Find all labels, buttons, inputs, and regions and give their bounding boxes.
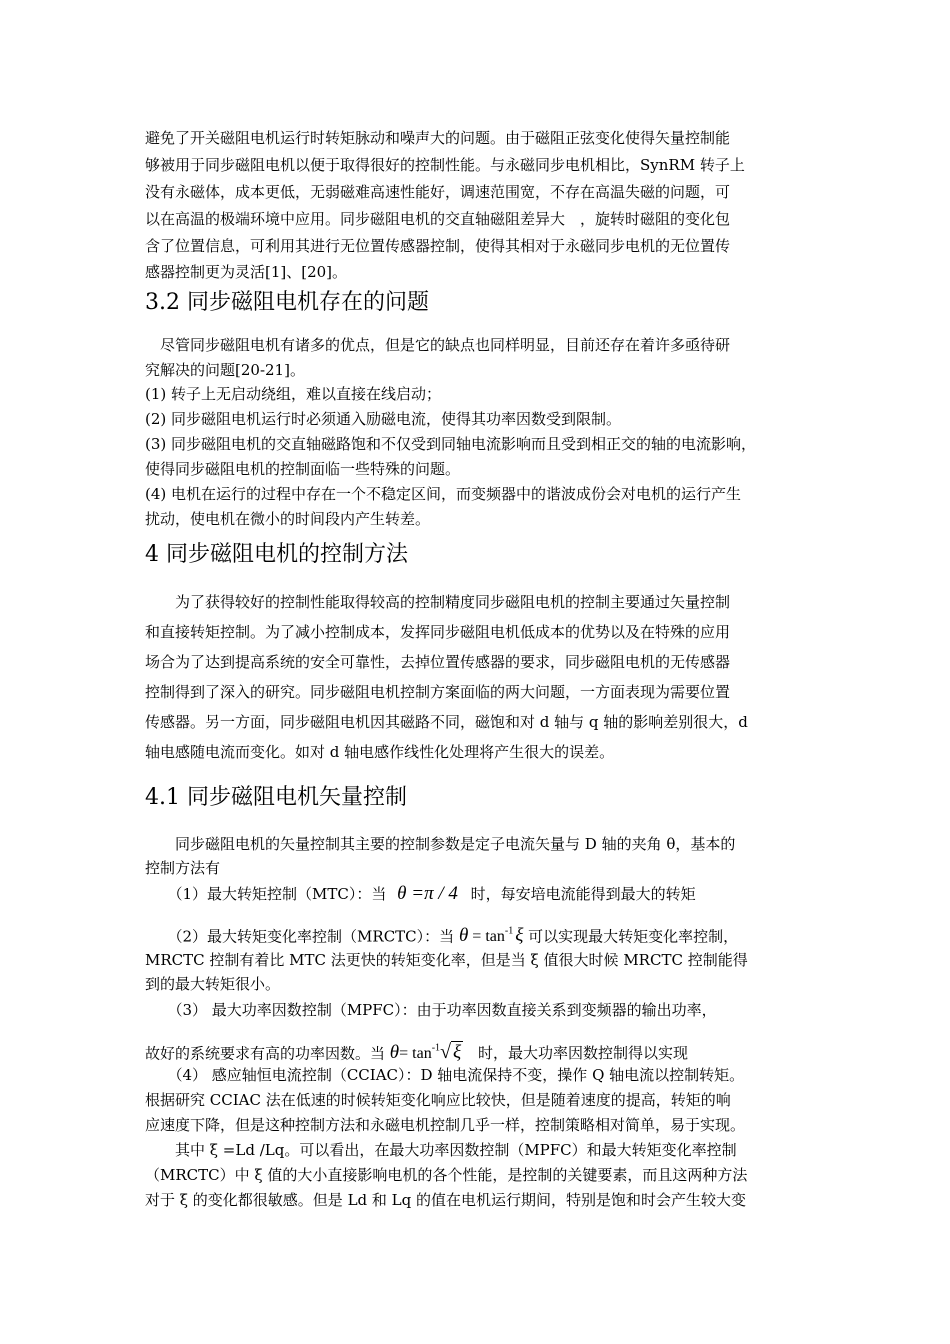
text-line: 避免了开关磁阻电机运行时转矩脉动和噪声大的问题。由于磁阻正弦变化使得矢量控制能: [145, 129, 731, 147]
formula-theta: θ: [458, 925, 469, 947]
text-line: （MRCTC）中 ξ 值的大小直接影响电机的各个性能，是控制的关键要素，而且这两种方法: [145, 1166, 748, 1184]
formula-mpfc: [390, 1042, 463, 1063]
text-line: 扰动，使电机在微小的时间段内产生转差。: [145, 510, 431, 528]
list-item: (2) 同步磁阻电机运行时必须通入励磁电流，使得其功率因数受到限制。: [145, 410, 622, 428]
method-item-mrctc: [145, 920, 738, 949]
text-line: 和直接转矩控制。为了减小控制成本，发挥同步磁阻电机低成本的优势以及在特殊的应用: [145, 623, 731, 641]
list-item: (1) 转子上无启动绕组，难以直接在线启动；: [145, 385, 442, 403]
text-line: 没有永磁体，成本更低，无弱磁难高速性能好，调速范围宽，不存在高温失磁的问题，可: [145, 183, 731, 201]
list-item: (3) 同步磁阻电机的交直轴磁路饱和不仅受到同轴电流影响而且受到相正交的轴的电流影响，: [145, 435, 757, 453]
item-text: （1）最大转矩控制（MTC）：当: [145, 885, 387, 903]
formula-exponent: -1: [431, 1043, 441, 1054]
text-line: 对于 ξ 的变化都很敏感。但是 Ld 和 Lq 的值在电机运行期间，特别是饱和时会产生较大变: [145, 1191, 746, 1209]
formula-tan: = tan: [399, 1045, 432, 1063]
item-text: 可以实现最大转矩变化率控制，: [528, 927, 739, 946]
text-line: 同步磁阻电机的矢量控制其主要的控制参数是定子电流矢量与 D 轴的夹角 θ，基本的: [145, 835, 736, 853]
item-text: 时，每安培电流能得到最大的转矩: [470, 885, 696, 903]
text-line: 以在高温的极端环境中应用。同步磁阻电机的交直轴磁阻差异大 ，旋转时磁阻的变化包: [145, 210, 731, 228]
section-heading-4: 4 同步磁阻电机的控制方法: [145, 542, 408, 567]
method-item-mtc: [145, 882, 696, 906]
section-heading-3-2: 3.2 同步磁阻电机存在的问题: [145, 290, 429, 315]
text-line: 控制方法有: [145, 859, 221, 877]
item-text: （2）最大转矩变化率控制（MRCTC）：当: [145, 927, 455, 946]
formula-theta: θ: [389, 1042, 400, 1064]
text-line: 控制得到了深入的研究。同步磁阻电机控制方案面临的两大问题，一方面表现为需要位置: [145, 683, 731, 701]
item-text: 故好的系统要求有高的功率因数。当: [145, 1044, 386, 1063]
formula-tan: = tan: [468, 928, 505, 946]
text-line: 尽管同步磁阻电机有诸多的优点，但是它的缺点也同样明显，目前还存在着许多亟待研: [145, 336, 731, 354]
formula-mtc: θ =π / 4: [397, 883, 458, 904]
formula-xi: ξ: [453, 1042, 462, 1064]
section-heading-4-1: 4.1 同步磁阻电机矢量控制: [145, 785, 407, 810]
item-text: 时，最大功率因数控制得以实现: [477, 1044, 688, 1063]
formula-xi: ξ: [515, 925, 524, 947]
method-item-mpfc-line2: [145, 1037, 688, 1066]
method-item-cciac: （4） 感应轴恒电流控制（CCIAC）：D 轴电流保持不变，操作 Q 轴电流以控制转矩。: [145, 1066, 745, 1084]
text-line: 究解决的问题[20-21]。: [145, 361, 305, 379]
text-line: 到的最大转矩很小。: [145, 975, 281, 993]
text-line: 应速度下降，但是这种控制方法和永磁电机控制几乎一样，控制策略相对简单，易于实现。: [145, 1116, 746, 1134]
text-line: 感器控制更为灵活[1]、[20]。: [145, 263, 348, 281]
text-line: 传感器。另一方面，同步磁阻电机因其磁路不同，磁饱和对 d 轴与 q 轴的影响差别很大，d: [145, 713, 748, 731]
text-line: 使得同步磁阻电机的控制面临一些特殊的问题。: [145, 460, 461, 478]
text-line: 其中 ξ =Ld /Lq。可以看出，在最大功率因数控制（MPFC）和最大转矩变化率控制: [145, 1141, 737, 1159]
text-line: 场合为了达到提高系统的安全可靠性，去掉位置传感器的要求，同步磁阻电机的无传感器: [145, 653, 731, 671]
text-line: 够被用于同步磁阻电机以便于取得很好的控制性能。与永磁同步电机相比，SynRM 转子上: [145, 156, 745, 174]
sqrt-sign-icon: √: [440, 1041, 452, 1064]
method-item-mpfc: （3） 最大功率因数控制（MPFC）：由于功率因数直接关系到变频器的输出功率，: [145, 1001, 717, 1019]
text-line: 轴电感随电流而变化。如对 d 轴电感作线性化处理将产生很大的误差。: [145, 743, 615, 761]
text-line: 为了获得较好的控制性能取得较高的控制精度同步磁阻电机的控制主要通过矢量控制: [145, 593, 731, 611]
formula-sqrt: [440, 1040, 463, 1065]
list-item: (4) 电机在运行的过程中存在一个不稳定区间，而变频器中的谐波成份会对电机的运行产生: [145, 485, 742, 503]
formula-exponent: -1: [504, 926, 514, 937]
text-line: 含了位置信息，可利用其进行无位置传感器控制，使得其相对于永磁同步电机的无位置传: [145, 237, 731, 255]
text-line: MRCTC 控制有着比 MTC 法更快的转矩变化率，但是当 ξ 值很大时候 MRCTC 控制能得: [145, 951, 748, 969]
formula-mrctc: [459, 925, 523, 946]
text-line: 根据研究 CCIAC 法在低速的时候转矩变化响应比较快，但是随着速度的提高，转矩的响: [145, 1091, 731, 1109]
